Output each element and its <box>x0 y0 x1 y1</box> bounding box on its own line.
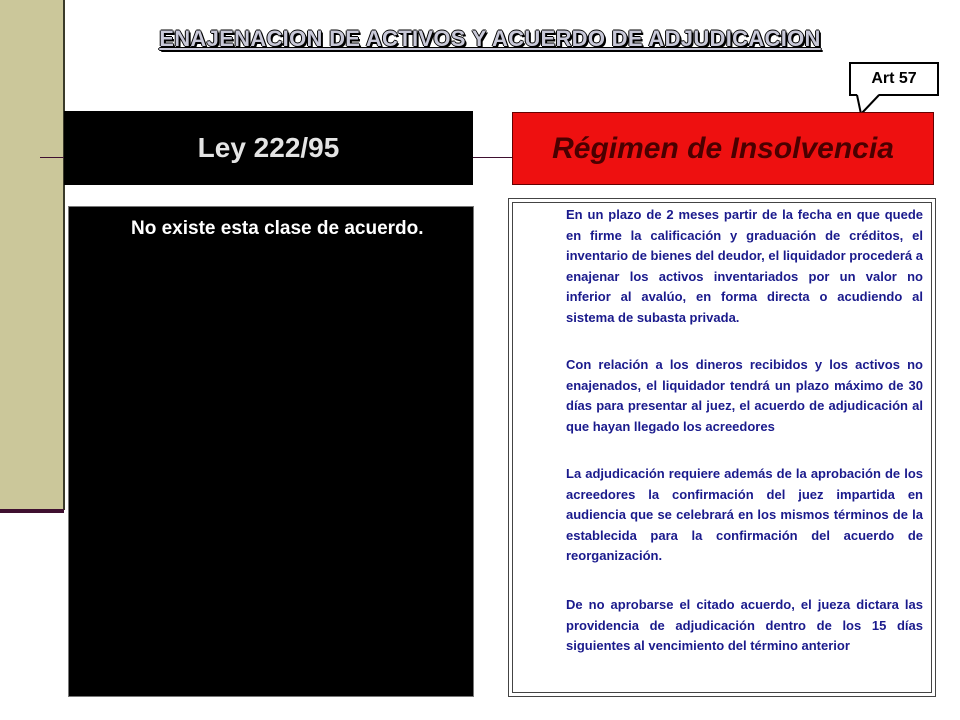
left-panel-text: No existe esta clase de acuerdo. <box>131 218 424 239</box>
header-ley-222: Ley 222/95 <box>64 111 473 185</box>
sidebar-decoration <box>0 0 65 510</box>
connector-line-left <box>40 157 64 158</box>
paragraph-aprobacion-acreedores: La adjudicación requiere además de la aprobación de los acreedores la confirmación del juez impartida en audiencia que se celebrará en los mismos términos de la establecida para la confirmación del acuerdo de reorganización. <box>566 466 923 563</box>
connector-line-middle <box>472 157 514 158</box>
paragraph-dineros-recibidos: Con relación a los dineros recibidos y los activos no enajenados, el liquidador tendrá un plazo máximo de 30 días para presentar al juez, el acuerdo de adjudicación al que hayan llegado los acreedores <box>566 357 923 434</box>
left-content-panel <box>68 206 474 697</box>
header-regimen-insolvencia: Régimen de Insolvencia <box>512 112 934 185</box>
slide-title: ENAJENACION DE ACTIVOS Y ACUERDO DE ADJUDICACION <box>159 26 821 51</box>
paragraph-no-aprobacion: De no aprobarse el citado acuerdo, el jueza dictara las providencia de adjudicación dentro de los 15 días siguientes al vencimiento del término anterior <box>566 597 923 653</box>
article-callout: Art 57 <box>849 62 939 96</box>
sidebar-underline <box>0 509 64 513</box>
paragraph-plazo-enajenacion: En un plazo de 2 meses partir de la fecha en que quede en firme la calificación y graduación de créditos, el inventario de bienes del deudor, el liquidador procederá a enajenar los activos inventariados por un valor no inferior al avalúo, en forma directa o acudiendo al sistema de subasta privada. <box>566 207 923 325</box>
